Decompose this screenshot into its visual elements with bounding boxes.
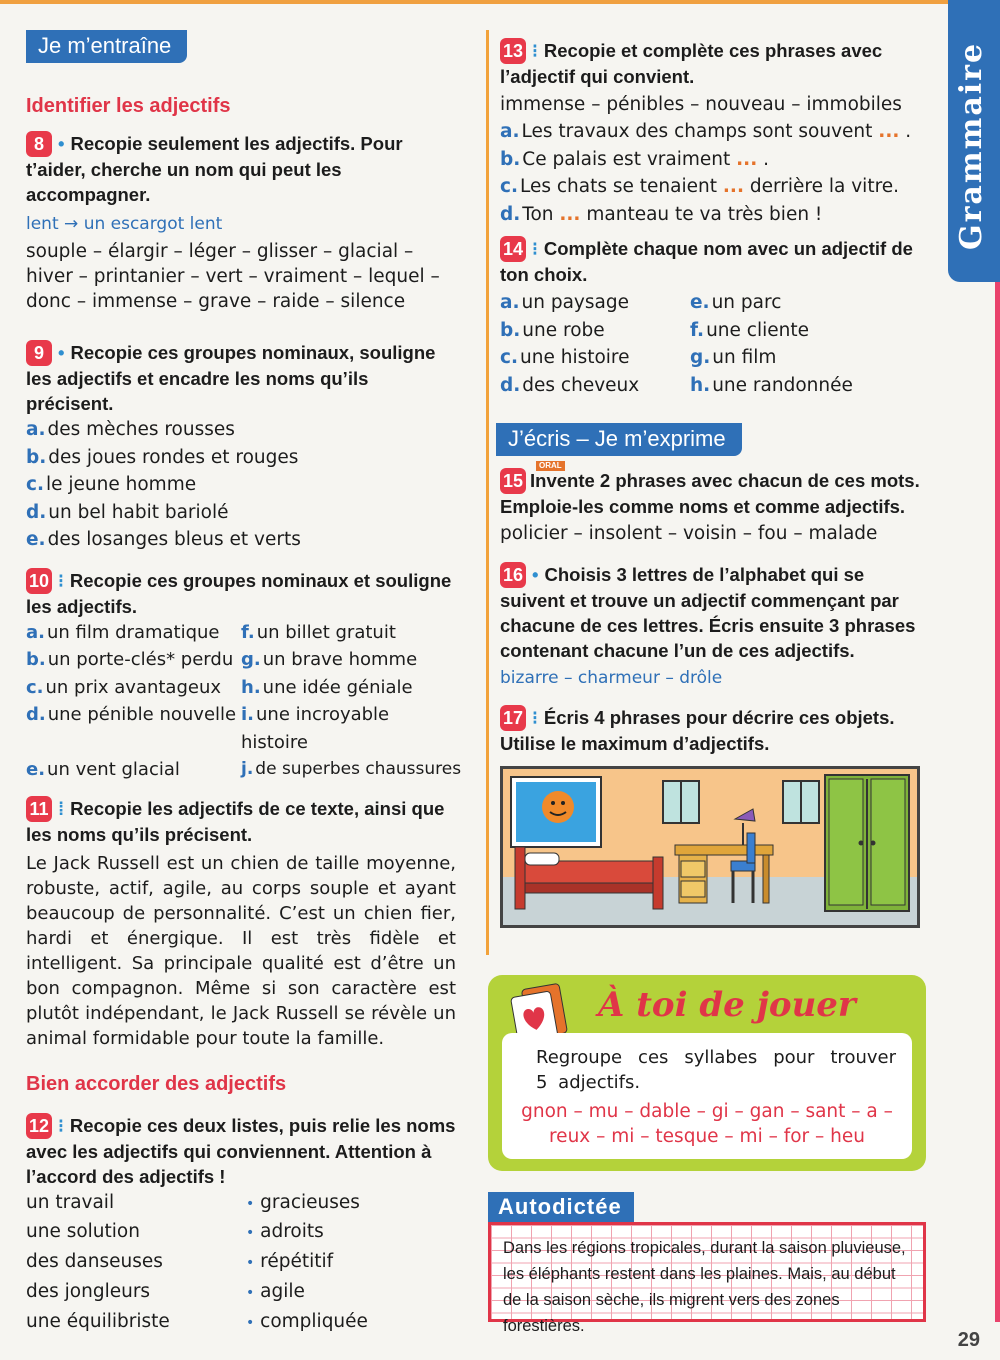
item-list <box>26 416 456 554</box>
sentence-list <box>500 118 930 228</box>
list-item: b. des joues rondes et rouges <box>26 446 299 468</box>
exercise-9 <box>26 340 456 554</box>
list-item: b. une robe <box>500 319 605 341</box>
exercise-instruction: Recopie et complète ces phrases avec l’adjectif qui convient. <box>500 40 883 87</box>
list-item: d. des cheveux <box>500 374 640 396</box>
bedroom-illustration <box>500 766 920 928</box>
game-box <box>488 975 926 1171</box>
exercise-15 <box>500 458 930 546</box>
list-item: c. le jeune homme <box>26 474 197 495</box>
list-item: h. une idée géniale <box>241 676 413 698</box>
list-item: e. un parc <box>690 292 782 313</box>
list-item: j. de superbes chaussures <box>241 759 462 779</box>
list-item: d. Ton ... manteau te va très bien ! <box>500 203 823 225</box>
list-item: g. un brave homme <box>241 649 418 670</box>
list-item: b. Ce palais est vraiment ... . <box>500 148 770 170</box>
matching-lists <box>26 1189 456 1338</box>
difficulty-icon: ⁝ <box>532 707 538 728</box>
list-item: f. un billet gratuit <box>241 621 396 643</box>
list-item: a. un film dramatique <box>26 621 220 643</box>
exercise-instruction: Recopie ces deux listes, puis relie les noms avec les adjectifs qui conviennent. Attention à l’accord des adjectifs ! <box>26 1114 456 1187</box>
difficulty-icon: • <box>532 564 539 585</box>
syllables-line: reux – mi – tesque – mi – for – heu <box>548 1126 866 1147</box>
exercise-16 <box>500 562 930 691</box>
side-rule <box>995 282 1000 1322</box>
model-word: lent <box>26 214 59 234</box>
model-example <box>26 211 456 237</box>
list-item: c. une histoire <box>500 347 630 368</box>
list-item: e. un vent glacial <box>26 759 180 780</box>
exercise-11 <box>26 796 456 1051</box>
difficulty-icon: ⁝ <box>532 40 538 61</box>
list-item: b. un porte-clés* perdu <box>26 649 234 670</box>
difficulty-icon: ⁞ <box>58 797 65 819</box>
noun-item: un travail <box>26 1191 115 1213</box>
list-item: d. un bel habit bariolé <box>26 501 229 523</box>
bedroom-drawing <box>503 769 917 925</box>
item-grid <box>500 289 930 399</box>
subtitle-identifier: Identifier les adjectifs <box>26 95 231 117</box>
list-item: c. Les chats se tenaient ... derrière la vitre. <box>500 176 900 197</box>
list-item: c. un prix avantageux <box>26 676 222 698</box>
column-divider <box>486 30 489 955</box>
autodictee-box <box>488 1222 926 1335</box>
noun-item: des jongleurs <box>26 1280 151 1302</box>
exercise-14 <box>500 236 930 399</box>
exercise-10 <box>26 568 462 784</box>
exercise-number: 15 <box>500 468 526 494</box>
adjective-item: • répétitif <box>246 1251 334 1273</box>
autodictee-title: Autodictée <box>488 1192 634 1223</box>
exercise-13 <box>500 38 930 228</box>
model-example: bizarre – charmeur – drôle <box>500 668 723 688</box>
exercise-instruction: Choisis 3 lettres de l’alphabet qui se suivent et trouve un adjectif commençant par chacune de ces lettres. Écris ensuite 3 phrases contenant chacune l’un de ces adjectifs. <box>500 564 916 661</box>
exercise-number: 8 <box>26 131 52 157</box>
exercise-8 <box>26 131 456 314</box>
exercise-number: 16 <box>500 562 526 588</box>
word-list: policier – insolent – voisin – fou – malade <box>500 523 878 544</box>
difficulty-icon: ⁝ <box>58 569 64 591</box>
exercise-17 <box>500 705 930 928</box>
game-title: À toi de jouer <box>598 985 856 1025</box>
autodictee-text: Dans les régions tropicales, durant la saison pluvieuse, les éléphants restent dans les plaines. Mais, au début de la saison sèche, ils migrent vers des zones forestières. <box>503 1239 906 1335</box>
list-item: a. des mèches rousses <box>26 419 235 440</box>
exercise-instruction: Invente 2 phrases avec chacun de ces mots. Emploie-les comme noms et comme adjectifs. <box>500 470 920 517</box>
exercise-number: 10 <box>26 568 52 594</box>
right-column <box>500 36 930 928</box>
exercise-number: 14 <box>500 236 526 262</box>
oral-badge: ORAL <box>536 461 565 471</box>
difficulty-icon: • <box>58 342 65 363</box>
list-item: a. Les travaux des champs sont souvent ... . <box>500 121 912 142</box>
word-list: immense – pénibles – nouveau – immobiles <box>500 94 902 115</box>
subtitle-accorder: Bien accorder des adjectifs <box>26 1072 287 1095</box>
exercise-number: 11 <box>26 796 52 822</box>
difficulty-icon: • <box>58 133 65 154</box>
page-number: 29 <box>957 1329 980 1351</box>
exercise-12 <box>26 1113 456 1338</box>
list-item: h. une randonnée <box>690 374 853 396</box>
list-item: i. une incroyable histoire <box>241 704 390 753</box>
exercise-instruction: Écris 4 phrases pour décrire ces objets. Utilise le maximum d’adjectifs. <box>500 707 895 754</box>
noun-item: des danseuses <box>26 1251 163 1273</box>
chapter-tab-label: Grammaire <box>954 41 989 250</box>
exercise-number: 12 <box>26 1113 52 1139</box>
exercise-instruction: Recopie les adjectifs de ce texte, ainsi que les noms qu’ils précisent. <box>26 797 445 845</box>
exercise-instruction: Complète chaque nom avec un adjectif de ton choix. <box>500 238 913 285</box>
section-tag-entraine: Je m’entraîne <box>26 30 187 63</box>
exercise-instruction: Recopie seulement les adjectifs. Pour t’aider, cherche un nom qui peut les accompagner. <box>26 133 403 205</box>
exercise-number: 17 <box>500 705 526 731</box>
exercise-instruction: Recopie ces groupes nominaux et souligne les adjectifs. <box>26 569 452 617</box>
game-instruction: Regroupe ces syllabes pour trouver 5 adjectifs. <box>536 1047 896 1093</box>
exercise-text: Le Jack Russell est un chien de taille moyenne, robuste, actif, agile, au corps souple et ayant beaucoup de personnalité. C’est un chien fier, hardi et énergique. Il est très fidèle et intelligent. Sa principale qualité est d’être un bon compagnon. Même si son caractère est plutôt indépendant, le Jack Russell se révèle un animal formidable pour toute la famille. <box>26 852 456 1049</box>
syllables-line: gnon – mu – dable – gi – gan – sant – a – <box>521 1101 893 1122</box>
arrow-icon: → <box>64 214 79 234</box>
adjective-item: • compliquée <box>246 1310 368 1332</box>
difficulty-icon: ⁝ <box>532 238 538 259</box>
list-item: a. un paysage <box>500 292 629 313</box>
chapter-tab <box>948 0 1000 282</box>
difficulty-icon: ⁝ <box>58 1114 64 1136</box>
item-grid <box>26 619 462 784</box>
word-list: souple – élargir – léger – glisser – glacial – hiver – printanier – vert – vraiment – lequel – donc – immense – grave – raide – silence <box>26 241 440 312</box>
exercise-number: 13 <box>500 38 526 64</box>
left-column <box>26 30 462 1337</box>
model-text: un escargot lent <box>83 214 223 234</box>
noun-item: une équilibriste <box>26 1310 170 1332</box>
top-rule <box>0 0 950 4</box>
adjective-item: • gracieuses <box>246 1191 360 1213</box>
list-item: e. des losanges bleus et verts <box>26 529 301 550</box>
exercise-instruction: Recopie ces groupes nominaux, souligne les adjectifs et encadre les noms qu’ils précisent. <box>26 342 436 414</box>
list-item: d. une pénible nouvelle <box>26 704 237 725</box>
noun-item: une solution <box>26 1221 140 1243</box>
list-item: g. un film <box>690 347 777 368</box>
section-tag-ecris: J’écris – Je m’exprime <box>496 423 742 456</box>
exercise-number: 9 <box>26 340 52 366</box>
adjective-item: • adroits <box>246 1221 324 1243</box>
adjective-item: • agile <box>246 1280 305 1302</box>
game-content <box>502 1033 912 1159</box>
list-item: f. une cliente <box>690 319 809 341</box>
